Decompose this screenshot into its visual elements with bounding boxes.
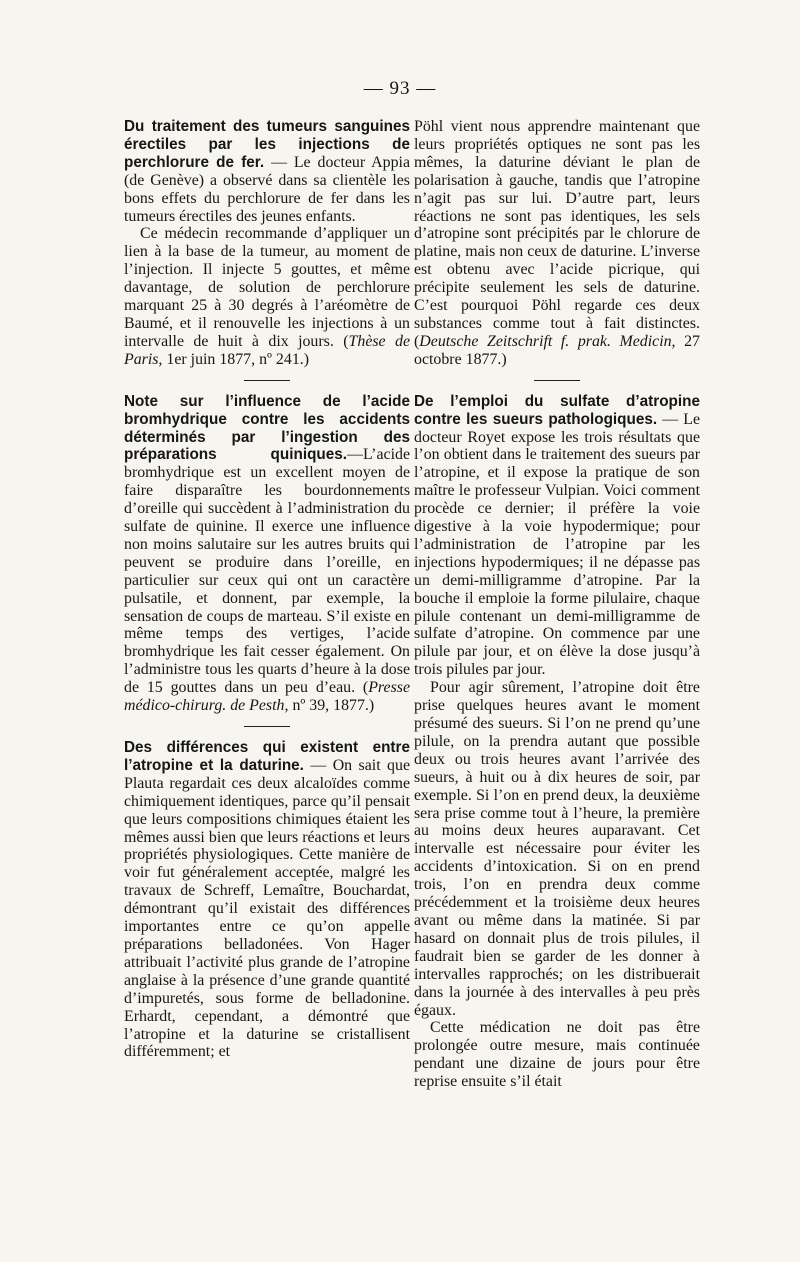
article-atropine-daturine-para-1 [124,739,410,1061]
article-sulfate-atropine-text-1: — Le docteur Royet expose les trois résultats que l’on obtient dans le traitement des sueurs par l’atropine, et il expose la pratique de son maître le professeur Vulpian. Voici comment procède ce dernier; il préfère la voie digestive à la voie hypodermique; pour l’administration de l’atropine par les injections hypodermiques; il ne dépasse pas un demi-milligramme d’atropine. Par la bouche il emploie la forme pilulaire, chaque pilule contenant un demi-milligramme de sulfate d’atropine. On commence par une pilule par jour, et on élève la dose jusqu’à trois pilules par jour. [414,410,700,679]
article-sulfate-atropine [414,393,700,1091]
article-tumeurs-text-2: Ce médecin recommande d’appliquer un lien à la base de la tumeur, au moment de l’injection. Il injecte 5 gouttes, et même davantage, de solution de perchlorure marquant 25 à 30 degrés à l’aréomètre de Baumé, et il renouvelle les injections à un intervalle de huit à dix jours. ( [124,225,410,350]
page-number: — 93 — [363,78,437,99]
article-atropine-daturine-continued [414,118,700,369]
article-tumeurs [124,118,410,369]
article-tumeurs-source-tail: 1er juin 1877, nº 241.) [162,350,310,368]
article-bromhydrique-source: Presse médico-chirurg. de Pesth, [124,679,410,715]
article-atropine-daturine-text-1: — On sait que Plauta regardait ces deux alcaloïdes comme chimiquement identiques, parce qu’il pensait que leurs compositions chimiques étaient les mêmes aussi bien que leurs réactions et leurs propriétés physiologiques. Cette manière de voir fut généralement acceptée, malgré les travaux de Schreff, Lemaître, Bouchardat, démontrant qu’il existait des différences importantes entre ce qu’on appelle préparations belladonées. Von Hager attribuait l’activité plus grande de l’atropine anglaise à la présence d’une grande quantité d’impuretés, sous forme de belladonine. Erhardt, cependant, a démontré que l’atropine et la daturine se cristallisent différemment; et [124,756,410,1061]
article-tumeurs-para-1 [124,118,410,225]
article-sulfate-atropine-text-2: Pour agir sûrement, l’atropine doit être prise quelques heures avant le moment présumé des sueurs. Si l’on ne prend qu’une pilule, on la prendra autant que possible deux ou trois heures avant l’arrivée des sueurs, à huit ou à dix heures de soir, par exemple. Si l’on en prend deux, la deuxième sera prise comme tout à l’heure, la première au moins deux heures auparavant. Cet intervalle est nécessaire pour éviter les accidents d’intoxication. Si on en prend trois, l’on en prendra deux comme précédemment et la troisième deux heures avant ou même dans la matinée. Si par hasard on donnait plus de trois pilules, il faudrait bien se garder de les donner à intervalles rapprochés; on les distribuerait dans la journée à des intervalles à peu près égaux. [414,679,700,1019]
article-tumeurs-text-1: — Le docteur Appia (de Genève) a observé dans sa clientèle les bons effets du perchlorure de fer dans les tumeurs érectiles des jeunes enfants. [124,153,410,225]
article-tumeurs-para-2 [124,225,410,368]
article-sulfate-atropine-text-3: Cette médication ne doit pas être prolongée outre mesure, mais continuée pendant une dizaine de jours pour être reprise ensuite s’il était [414,1019,700,1091]
left-column [124,118,410,1061]
article-bromhydrique [124,393,410,715]
section-divider [534,380,580,381]
continuation-text-1: Pöhl vient nous apprendre maintenant que leurs propriétés optiques ne sont pas les mêmes, la daturine déviant le plan de polarisation à gauche, tandis que l’atropine n’agit pas sur lui. D’autre part, leurs réactions ne sont pas identiques, les sels d’atropine sont précipités par le chlorure de platine, mais non ceux de daturine. L’inverse est obtenu avec l’acide picrique, qui précipite seulement les sels de daturine. C’est pourquoi Pöhl regarde ces deux substances comme tout à fait distinctes. ( [414,118,700,350]
article-bromhydrique-source-tail: nº 39, 1877.) [288,697,375,715]
article-sulfate-atropine-para-3 [414,1019,700,1091]
article-atropine-daturine [124,739,410,1061]
right-column [414,118,700,1091]
article-sulfate-atropine-para-1 [414,393,700,680]
article-tumeurs-heading: Du traitement des tumeurs sanguines érectiles par les injections de perchlorure de fer. [124,118,410,171]
article-bromhydrique-heading: Note sur l’influence de l’acide bromhydrique contre les accidents déterminés par l’ingestion des préparations quiniques. [124,392,410,464]
article-tumeurs-source: Thèse de Paris, [124,332,411,368]
article-bromhydrique-text-1: —L’acide bromhydrique est un excellent moyen de faire disparaître les bourdonnements d’oreille qui succèdent à l’administration du sulfate de quinine. Il exerce une influence non moins salutaire sur les autres bruits qui peuvent se produire dans l’oreille, en particulier sur ceux qui ont un caractère pulsatile, et donnent, par exemple, la sensation de coups de marteau. S’il existe en même temps des vertiges, l’acide bromhydrique les fait cesser également. On l’administre tous les quarts d’heure à la dose de 15 gouttes dans un peu d’eau. ( [124,446,410,697]
continuation-source: Deutsche Zeitschrift f. prak. Medicin, [419,332,676,350]
section-divider [244,726,290,727]
article-atropine-daturine-heading: Des différences qui existent entre l’atropine et la daturine. [124,739,410,774]
continuation-para-1 [414,118,700,369]
section-divider [244,380,290,381]
article-sulfate-atropine-heading: De l’emploi du sulfate d’atropine contre les sueurs pathologiques. [414,392,700,428]
article-bromhydrique-para-1 [124,393,410,715]
continuation-source-tail: 27 octobre 1877.) [414,332,700,368]
article-sulfate-atropine-para-2 [414,679,700,1019]
